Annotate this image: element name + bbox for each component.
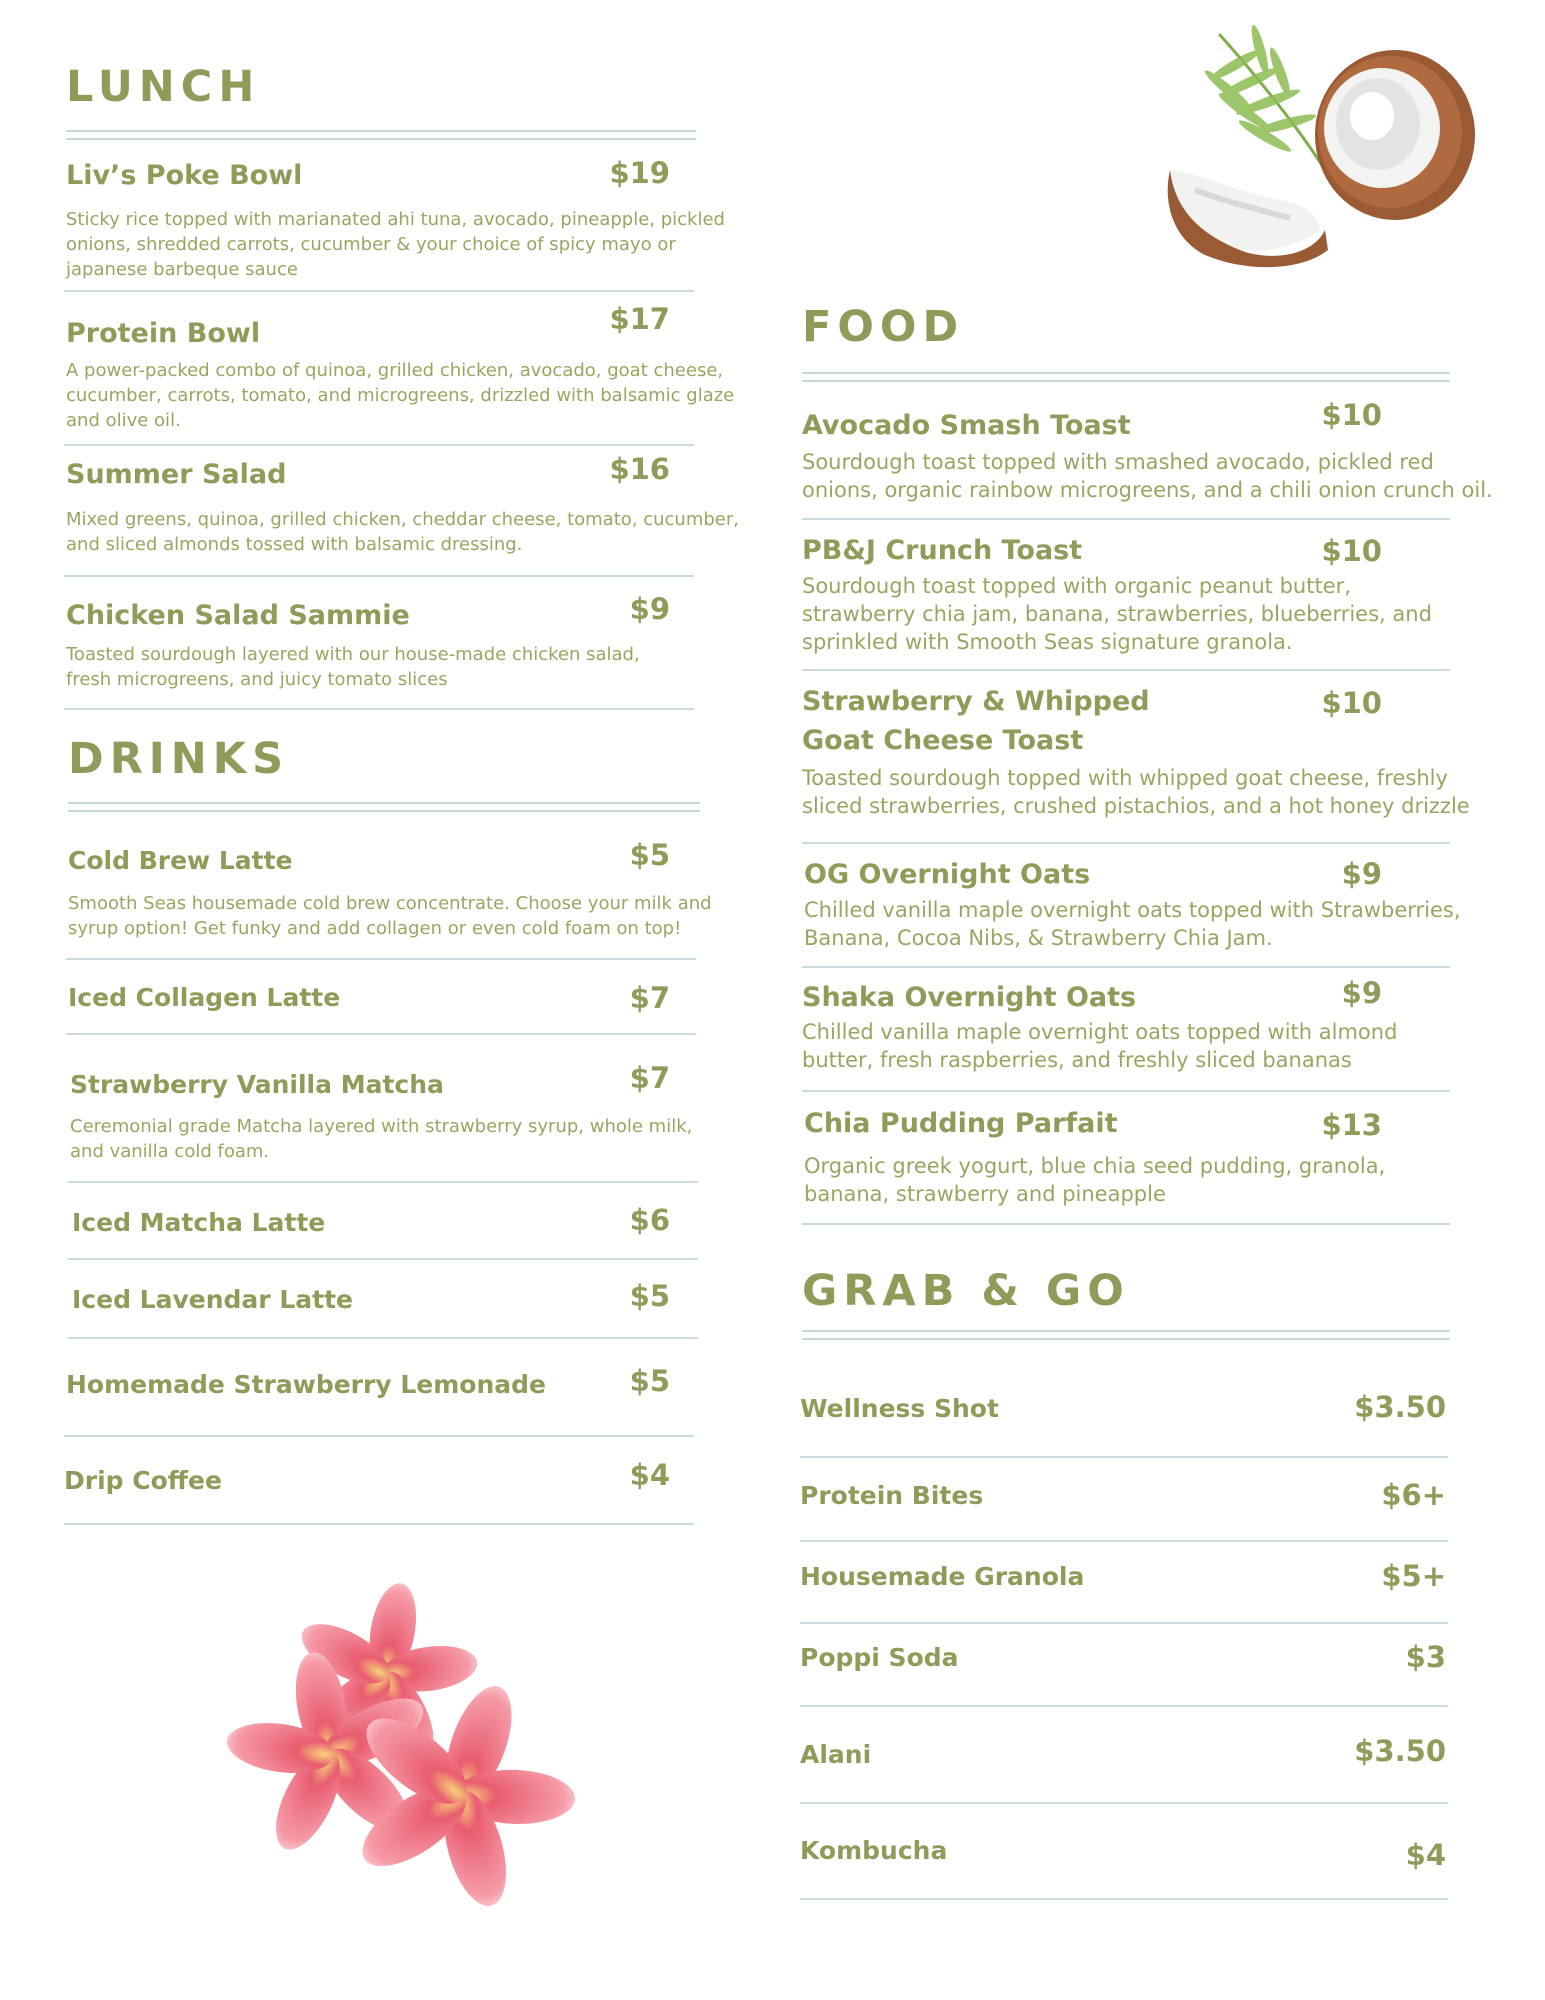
item-divider (64, 290, 694, 292)
item-divider (802, 518, 1450, 520)
lunch-item-desc: Mixed greens, quinoa, grilled chicken, cheddar cheese, tomato, cucumber, and sliced almonds tossed with balsamic dressing. (66, 509, 739, 555)
food-item-price: $9 (1341, 857, 1382, 891)
food-item-desc: Chilled vanilla maple overnight oats topped with Strawberries, Banana, Cocoa Nibs, & Strawberry Chia Jam. (804, 898, 1461, 950)
food-item-name: PB&J Crunch Toast (802, 535, 1083, 566)
drink-item-price: $7 (629, 981, 670, 1015)
grab-go-item-price: $6+ (1381, 1478, 1446, 1512)
lunch-title: LUNCH (66, 62, 261, 112)
grab-go-item-price: $3.50 (1354, 1734, 1446, 1768)
food-item-desc: Chilled vanilla maple overnight oats topped with almond butter, fresh raspberries, and freshly sliced bananas (802, 1020, 1398, 1072)
item-divider (64, 1435, 694, 1437)
lunch-item-desc: Sticky rice topped with marianated ahi tuna, avocado, pineapple, pickled onions, shredded carrots, cucumber & your choice of spicy mayo or japanese barbeque sauce (66, 209, 725, 280)
drink-item-name: Iced Collagen Latte (68, 983, 341, 1012)
plumeria-illustration (210, 1570, 610, 1920)
item-divider (64, 575, 694, 577)
grab-go-item-name: Poppi Soda (800, 1643, 959, 1672)
item-divider (800, 1705, 1448, 1707)
grab-go-title: GRAB & GO (802, 1266, 1130, 1316)
grab-go-item-name: Protein Bites (800, 1481, 984, 1510)
grab-go-title-divider (802, 1330, 1450, 1340)
food-title: FOOD (802, 302, 965, 352)
food-item-name: Avocado Smash Toast (802, 410, 1131, 441)
food-item-name: Chia Pudding Parfait (804, 1108, 1118, 1139)
item-divider (68, 1258, 698, 1260)
item-divider (800, 1898, 1448, 1900)
food-item-desc: Toasted sourdough topped with whipped goat cheese, freshly sliced strawberries, crushed pistachios, and a hot honey drizzle (802, 766, 1470, 818)
food-item-name: OG Overnight Oats (804, 859, 1091, 890)
drink-item-name: Strawberry Vanilla Matcha (70, 1070, 444, 1099)
item-divider (64, 708, 694, 710)
drink-item-name: Homemade Strawberry Lemonade (66, 1370, 546, 1399)
grab-go-item-name: Housemade Granola (800, 1562, 1085, 1591)
drink-item-desc: Smooth Seas housemade cold brew concentrate. Choose your milk and syrup option! Get funky and add collagen or even cold foam on top! (68, 893, 712, 939)
lunch-item-price: $17 (609, 302, 670, 336)
drink-item-price: $4 (629, 1458, 670, 1492)
coconut-illustration (1150, 20, 1480, 275)
item-divider (802, 842, 1450, 844)
grab-go-item-name: Kombucha (800, 1836, 948, 1865)
item-divider (66, 958, 696, 960)
food-item-name-line2: Goat Cheese Toast (802, 725, 1084, 756)
drink-item-price: $7 (629, 1061, 670, 1095)
item-divider (802, 1223, 1450, 1225)
lunch-item-price: $19 (609, 156, 670, 190)
drinks-title: DRINKS (68, 734, 290, 784)
item-divider (66, 1033, 696, 1035)
lunch-item-name: Chicken Salad Sammie (66, 600, 410, 631)
lunch-title-divider (66, 130, 696, 140)
item-divider (800, 1540, 1448, 1542)
lunch-item-desc: Toasted sourdough layered with our house-made chicken salad, fresh microgreens, and juicy tomato slices (66, 644, 640, 690)
item-divider (802, 966, 1450, 968)
grab-go-item-name: Wellness Shot (800, 1394, 999, 1423)
lunch-item-name: Liv’s Poke Bowl (66, 160, 303, 191)
food-item-desc: Sourdough toast topped with smashed avocado, pickled red onions, organic rainbow microgreens, and a chili onion crunch oil. (802, 450, 1493, 502)
grab-go-item-price: $3 (1405, 1640, 1446, 1674)
food-item-name: Strawberry & Whipped (802, 686, 1150, 717)
lunch-item-name: Summer Salad (66, 459, 287, 490)
item-divider (64, 1523, 694, 1525)
drink-item-price: $5 (629, 1279, 670, 1313)
food-item-name: Shaka Overnight Oats (802, 982, 1137, 1013)
drink-item-desc: Ceremonial grade Matcha layered with strawberry syrup, whole milk, and vanilla cold foam. (70, 1116, 693, 1162)
food-item-desc: Sourdough toast topped with organic peanut butter, strawberry chia jam, banana, strawberries, blueberries, and sprinkled with Smooth Seas signature granola. (802, 574, 1432, 654)
item-divider (800, 1802, 1448, 1804)
drink-item-name: Drip Coffee (64, 1466, 222, 1495)
item-divider (800, 1622, 1448, 1624)
item-divider (68, 1337, 698, 1339)
item-divider (64, 444, 694, 446)
drinks-title-divider (68, 802, 700, 812)
food-item-desc: Organic greek yogurt, blue chia seed pudding, granola, banana, strawberry and pineapple (804, 1154, 1386, 1206)
item-divider (802, 669, 1450, 671)
item-divider (802, 1090, 1450, 1092)
food-item-price: $13 (1321, 1108, 1382, 1142)
lunch-item-price: $9 (629, 592, 670, 626)
lunch-item-desc: A power-packed combo of quinoa, grilled chicken, avocado, goat cheese, cucumber, carrots, tomato, and microgreens, drizzled with balsamic glaze and olive oil. (66, 360, 735, 431)
grab-go-item-price: $3.50 (1354, 1390, 1446, 1424)
drink-item-price: $6 (629, 1203, 670, 1237)
food-item-price: $10 (1321, 534, 1382, 568)
grab-go-item-name: Alani (800, 1740, 872, 1769)
drink-item-price: $5 (629, 838, 670, 872)
item-divider (800, 1456, 1448, 1458)
food-item-price: $9 (1341, 976, 1382, 1010)
drink-item-name: Cold Brew Latte (68, 846, 293, 875)
lunch-item-price: $16 (609, 452, 670, 486)
food-item-price: $10 (1321, 686, 1382, 720)
drink-item-name: Iced Matcha Latte (72, 1208, 326, 1237)
grab-go-item-price: $5+ (1381, 1559, 1446, 1593)
drink-item-price: $5 (629, 1364, 670, 1398)
food-item-price: $10 (1321, 398, 1382, 432)
drink-item-name: Iced Lavendar Latte (72, 1285, 353, 1314)
item-divider (68, 1181, 698, 1183)
food-title-divider (802, 372, 1450, 382)
lunch-item-name: Protein Bowl (66, 318, 261, 349)
grab-go-item-price: $4 (1405, 1838, 1446, 1872)
